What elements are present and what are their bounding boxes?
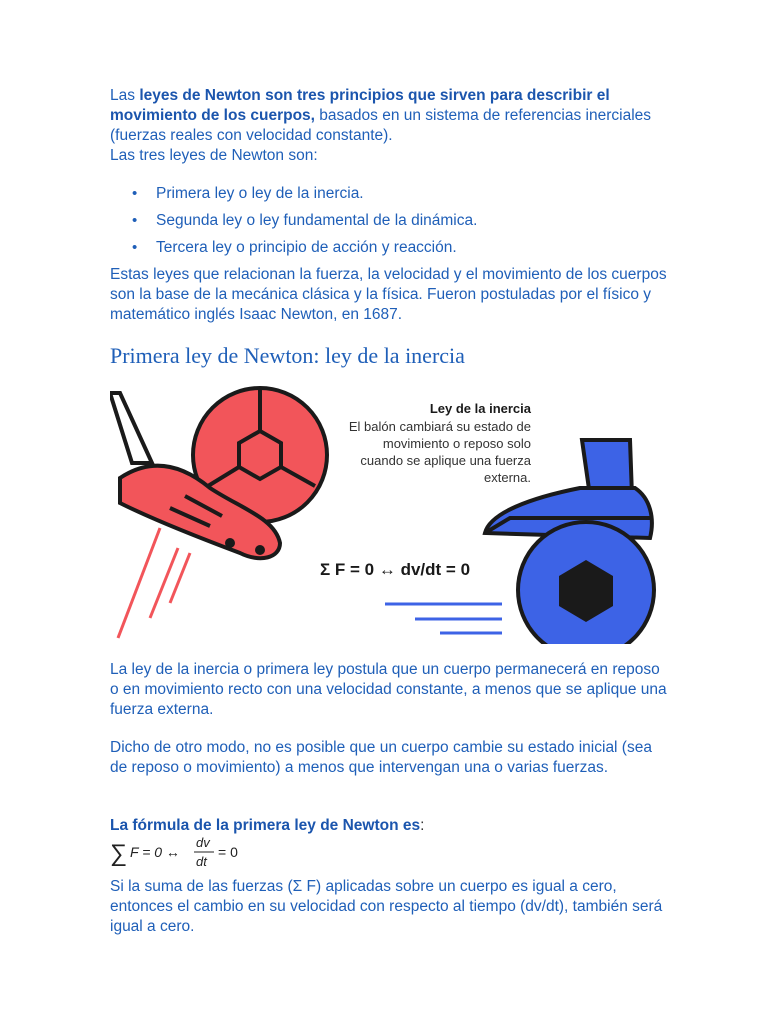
figure-equation: Σ F = 0 ↔ dv/dt = 0 — [320, 560, 471, 579]
inertia-figure — [110, 368, 658, 644]
sum-section — [110, 877, 670, 937]
laws-summary-section — [110, 265, 670, 325]
inertia-illustration — [110, 368, 658, 644]
list-item: • Segunda ley o ley fundamental de la dinámica. — [110, 211, 670, 238]
figure-caption-line: externa. — [484, 470, 531, 485]
formula-right: = 0 — [218, 844, 238, 860]
section-title: Primera ley de Newton: ley de la inercia — [110, 343, 465, 368]
formula-left: F = 0 ↔ — [130, 844, 180, 860]
other-words-section — [110, 738, 670, 778]
laws-summary-paragraph: Estas leyes que relacionan la fuerza, la velocidad y el movimiento de los cuerpos son la base de la mecánica clásica y la física. Fueron postuladas por el físico y matemático inglés Isaac Newton, en 1687. — [110, 266, 667, 323]
list-item: • Tercera ley o principio de acción y reacción. — [110, 238, 670, 265]
formula-heading-colon: : — [420, 817, 425, 834]
formula-numerator: dv — [196, 835, 210, 850]
inertia-paragraph: La ley de la inercia o primera ley postula que un cuerpo permanecerá en reposo o en movimiento recto con una velocidad constante, a menos que se aplique una fuerza externa. — [110, 661, 667, 718]
motion-lines-blue — [385, 604, 502, 633]
figure-caption-line: El balón cambiará su estado de — [348, 419, 531, 434]
list-item: • Primera ley o ley de la inercia. — [110, 184, 670, 211]
inertia-paragraph-section — [110, 660, 670, 720]
intro-bold-text: leyes de Newton son tres principios que sirven para describir el movimiento de los cuerpos, — [110, 87, 610, 124]
intro-rest-text: basados en un sistema de referencias inerciales (fuerzas reales con velocidad constante). — [110, 107, 652, 144]
formula-heading — [110, 816, 670, 836]
other-words-paragraph: Dicho de otro modo, no es posible que un cuerpo cambie su estado inicial (sea de reposo o movimiento) a menos que intervengan una o varias fuerzas. — [110, 739, 652, 776]
blue-ball-icon — [518, 522, 654, 644]
laws-list — [110, 184, 670, 265]
sum-paragraph: Si la suma de las fuerzas (Σ F) aplicadas sobre un cuerpo es igual a cero, entonces el cambio en su velocidad con respecto al tiempo (dv/dt), también será igual a cero. — [110, 878, 663, 935]
intro-paragraph — [110, 86, 670, 146]
formula-denominator: dt — [196, 854, 207, 869]
formula-heading-section — [110, 816, 670, 836]
formula-image — [110, 834, 260, 872]
motion-lines-red — [118, 528, 190, 638]
sigma-symbol: ∑ — [110, 840, 128, 867]
figure-caption-line: cuando se aplique una fuerza — [360, 453, 531, 468]
figure-caption-title: Ley de la inercia — [429, 401, 531, 416]
intro-lead-text: Las — [110, 87, 140, 104]
intro-section — [110, 86, 670, 166]
laws-intro-text: Las tres leyes de Newton son: — [110, 147, 318, 164]
formula-heading-bold: La fórmula de la primera ley de Newton es — [110, 817, 421, 834]
figure-caption-line: movimiento o reposo solo — [382, 436, 531, 451]
section-title-wrap — [110, 343, 670, 369]
